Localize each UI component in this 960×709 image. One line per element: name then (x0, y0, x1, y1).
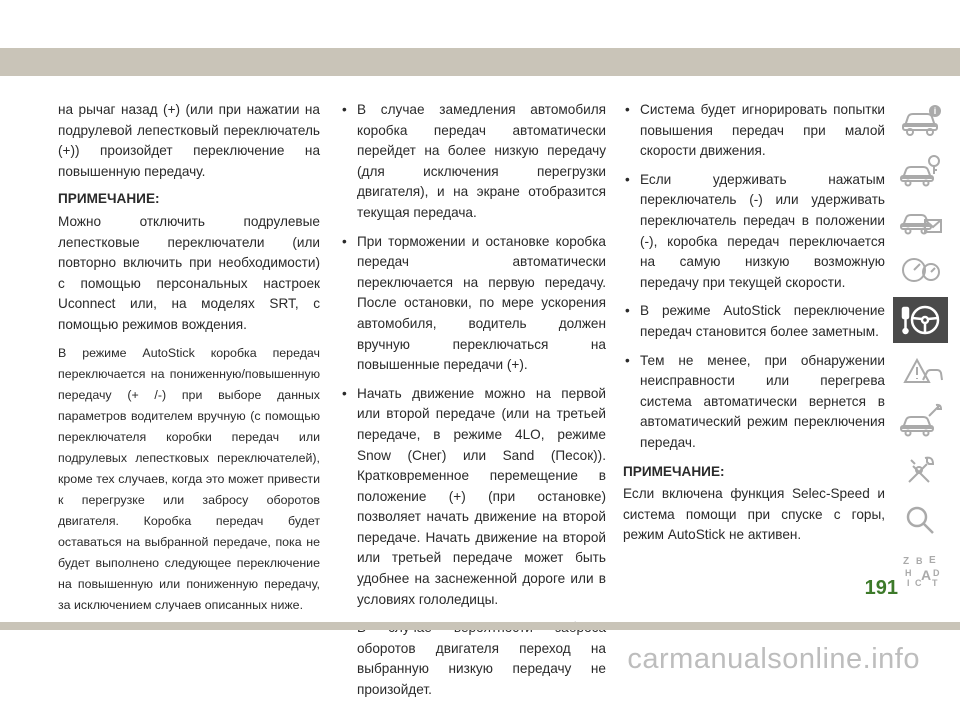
svg-text:A: A (920, 567, 931, 583)
alphabet-index-icon (899, 552, 943, 588)
tab-search[interactable] (893, 497, 948, 543)
svg-text:H: H (904, 568, 911, 578)
svg-text:I: I (906, 578, 910, 588)
note-title: ПРИМЕЧАНИЕ: (623, 463, 725, 479)
note-text: Можно отключить подрулевые лепестковые переключатели (или повторно включить при необходимости) с помощью персональных настроек Uconnect или, на моделях SRT, с помощью режимов вождения. (58, 213, 320, 332)
car-wrench-icon (899, 402, 943, 438)
page-number: 191 (864, 577, 898, 599)
column-2 (340, 100, 606, 709)
svg-text:B: B (915, 556, 922, 566)
bullet-list (623, 100, 885, 454)
tab-warning[interactable] (893, 347, 948, 393)
svg-text:E: E (928, 555, 936, 566)
list-item: • Тем не менее, при обнаружении неисправности или перегрева система автоматически вернется в автоматический режим переключения передач. (623, 351, 885, 454)
tab-car-key[interactable] (893, 147, 948, 193)
paragraph: В режиме AutoStick коробка передач переключается на пониженную/повышенную передачу (+ /-) при выборе данных параметров водителем вручную (с помощью переключателя коробки передач или подрулевых лепестковых переключателей), кроме тех случаев, когда это может привести к перегрузке или забросу оборотов двигателя. Коробка передач будет оставаться на выбранной передаче, пока не будет выполнено следующее переключение на повышенную или пониженную передачу, за исключением случаев описанных ниже. (58, 345, 320, 612)
tab-car-info[interactable] (893, 97, 948, 143)
chapter-tabs (893, 97, 948, 597)
car-message-icon (899, 202, 943, 238)
header-band (0, 48, 960, 76)
tab-steering-wheel[interactable] (893, 297, 948, 343)
list-item: • оборотов двигателя переход на выбранную низкую передачу не произойдет. (340, 618, 606, 700)
list-item: • В случае замедления автомобиля коробка передач автоматически перейдет на более низкую передачу (для исключения перегрузки двигателя), и на экране отобразится текущая передача. (340, 100, 606, 224)
svg-text:Z: Z (902, 556, 909, 567)
note-title: ПРИМЕЧАНИЕ: (58, 191, 160, 207)
column-3 (623, 100, 885, 553)
svg-text:T: T (931, 578, 937, 588)
dashboard-gauge-icon (899, 252, 943, 288)
steering-wheel-icon (899, 302, 943, 338)
watermark: carmanualsonline.info (627, 642, 920, 675)
svg-text:D: D (932, 568, 939, 578)
service-tools-icon (899, 452, 943, 488)
note-text: Если включена функция Selec-Speed и система помощи при спуске с горы, режим AutoStick не активен. (623, 486, 885, 543)
car-info-icon (899, 102, 943, 138)
list-item: • Если удерживать нажатым переключатель (-) или удерживать переключатель передач в положении (-), коробка передач переключается на самую низкую возможную передачу при текущей скорости. (623, 170, 885, 294)
svg-text:C: C (914, 578, 921, 588)
list-item: • В режиме AutoStick переключение передач становится более заметным. (623, 301, 885, 342)
tab-service[interactable] (893, 447, 948, 493)
top-margin (0, 0, 960, 48)
car-key-icon (899, 152, 943, 188)
list-item: • При торможении и остановке коробка передач автоматически переключается на первую передачу. После остановки, по мере ускорения автомобиля, водитель должен вручную переключаться на повышенные передачи (+). (340, 232, 606, 376)
column-1 (58, 100, 320, 623)
tab-dashboard[interactable] (893, 247, 948, 293)
footer-band (0, 622, 960, 630)
list-item: • Система будет игнорировать попытки повышения передач при малой скорости движения. (623, 100, 885, 162)
tab-car-wrench[interactable] (893, 397, 948, 443)
bullet-list (340, 100, 606, 701)
warning-triangle-icon (899, 352, 943, 388)
search-icon (899, 502, 943, 538)
svg-text:i: i (933, 106, 936, 116)
paragraph: на рычаг назад (+) (или при нажатии на подрулевой лепестковый переключатель (+)) произойдет переключение на повышенную передачу. (58, 102, 320, 179)
tab-index[interactable] (893, 547, 948, 593)
list-item: • Начать движение можно на первой или второй передаче (или на третьей передаче, в режиме 4LO, режиме Snow (Снег) или Sand (Песок)). Кратковременное перемещение в положение (+) (при остановке) позволяет начать движение на второй передаче. Начать движение на второй или третьей передаче может быть удобнее на заснеженной дороге или в условиях гололедицы. (340, 384, 606, 611)
tab-car-message[interactable] (893, 197, 948, 243)
